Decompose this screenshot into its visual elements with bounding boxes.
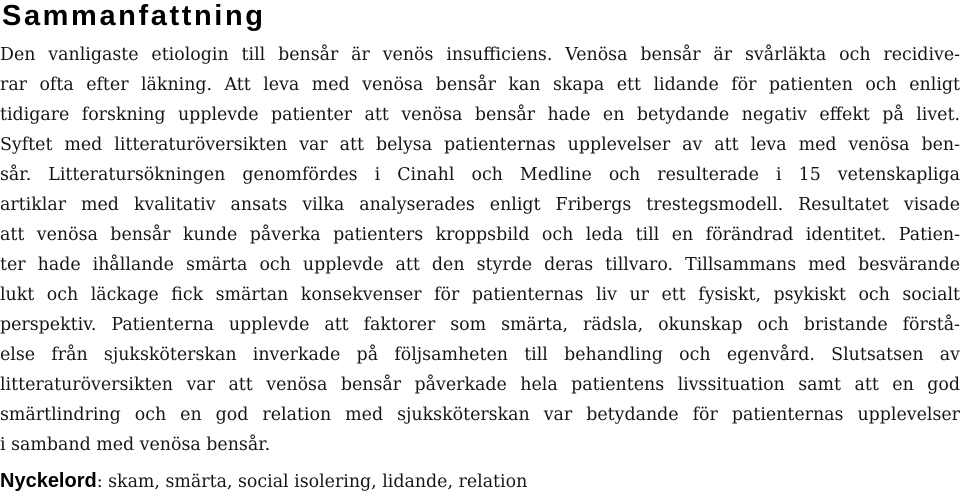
- paragraph-line: rar ofta efter läkning. Att leva med venösa bensår kan skapa ett lidande för patienten och enligt: [0, 75, 960, 95]
- keywords-line: [0, 466, 527, 497]
- paragraph-line: perspektiv. Patienterna upplevde att faktorer som smärta, rädsla, okunskap och bristande förstå-: [0, 315, 960, 335]
- paragraph-line: tidigare forskning upplevde patienter att venösa bensår hade en betydande negativ effekt på livet.: [0, 105, 960, 125]
- paragraph-line: artiklar med kvalitativ ansats vilka analyserades enligt Fribergs trestegsmodell. Resultatet visade: [0, 195, 960, 215]
- paragraph-line: else från sjuksköterskan inverkade på följsamheten till behandling och egenvård. Slutsatsen av: [0, 345, 960, 365]
- paragraph-line: sår. Litteratursökningen genomfördes i Cinahl och Medline och resulterade i 15 vetenskapliga: [0, 165, 960, 185]
- paragraph-line: Syftet med litteraturöversikten var att belysa patienternas upplevelser av att leva med venösa ben-: [0, 135, 960, 155]
- summary-paragraph: [0, 40, 960, 460]
- paragraph-line: ter hade ihållande smärta och upplevde att den styrde deras tillvaro. Tillsammans med besvärande: [0, 255, 960, 275]
- paragraph-line: Den vanligaste etiologin till bensår är venös insufficiens. Venösa bensår är svårläkta och recidive-: [0, 45, 960, 65]
- paragraph-line: lukt och läckage fick smärtan konsekvenser för patienternas liv ur ett fysiskt, psykiskt och socialt: [0, 285, 960, 305]
- paragraph-line: att venösa bensår kunde påverka patienters kroppsbild och leda till en förändrad identitet. Patien-: [0, 225, 960, 245]
- paragraph-line: i samband med venösa bensår.: [0, 435, 271, 455]
- keywords-label: Nyckelord: [0, 470, 97, 492]
- keywords-list: : skam, smärta, social isolering, lidande, relation: [96, 472, 528, 492]
- paragraph-line: smärtlindring och en god relation med sjuksköterskan var betydande för patienternas upplevelser: [0, 405, 960, 425]
- paragraph-line: litteraturöversikten var att venösa bensår påverkade hela patientens livssituation samt att en god: [0, 375, 960, 395]
- section-heading: Sammanfattning: [2, 0, 266, 32]
